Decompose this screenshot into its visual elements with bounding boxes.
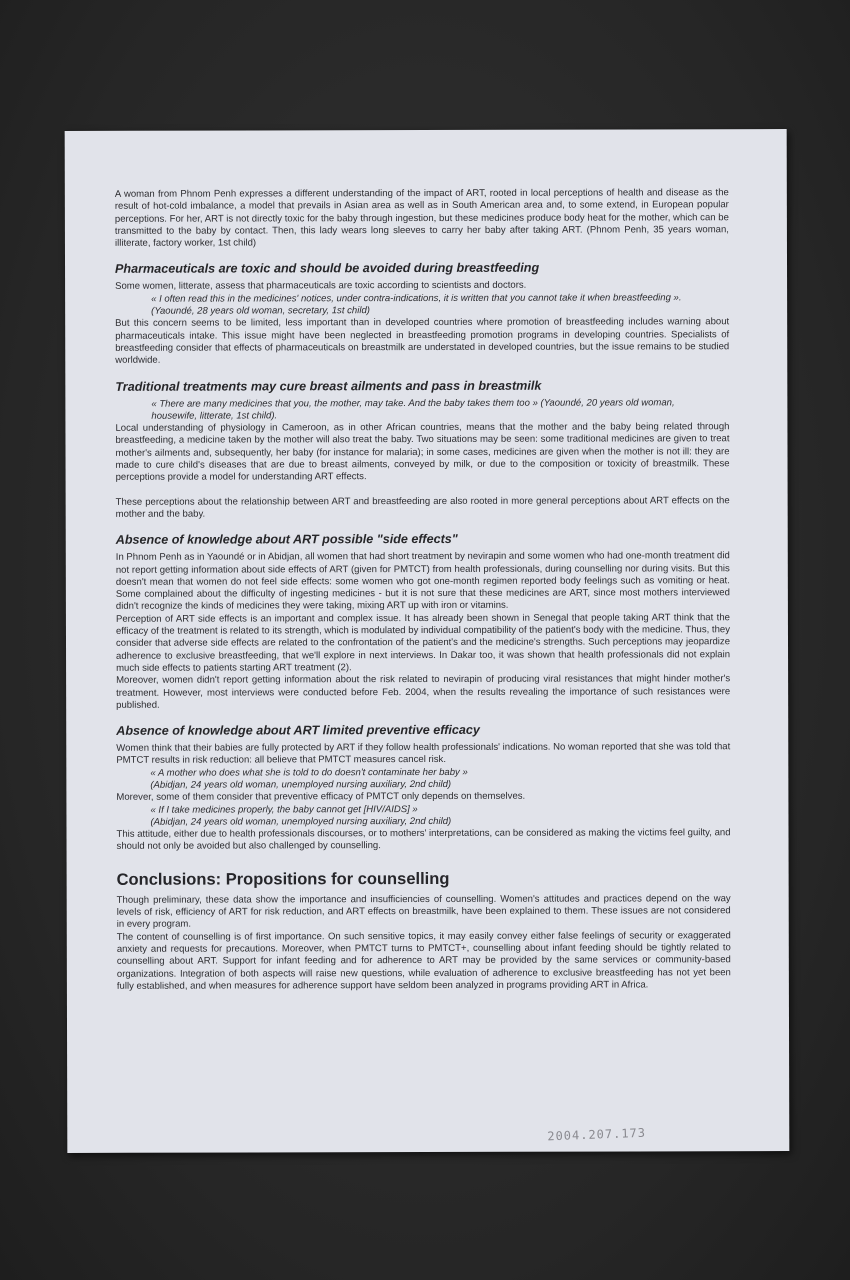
section-heading-side-effects: Absence of knowledge about ART possible "side effects" — [115, 532, 458, 548]
section-heading-traditional: Traditional treatments may cure breast ailments and pass in breastmilk — [115, 378, 542, 394]
document-body — [115, 187, 731, 993]
intro-paragraph: A woman from Phnom Penh expresses a different understanding of the impact of ART, rooted in local perceptions of health and disease as the result of hot-cold imbalance, a model that prevails in Asian area as well as in South American area and, to some extend, in European popular perceptions. For her, ART is not directly toxic for the baby through ingestion, but these medicines produce body heat for the mother, which can be transmitted to the baby by contact. Then, this lady wears long sleeves to carry her baby after taking ART. (Phnom Penh, 35 years woman, illiterate, factory worker, 1st child) — [114, 187, 729, 250]
paragraph: Though preliminary, these data show the importance and insufficiencies of counselling. Women's attitudes and practices depend on the way levels of risk, efficiency of ART for risk reduction, and ART effects on breastmilk, have been explained to them. These issues are not considered in every program. — [116, 892, 731, 931]
quote-source: (Abidjan, 24 years old woman, unemployed nursing auxiliary, 2nd child) — [150, 815, 452, 828]
paragraph: In Phnom Penh as in Yaoundé or in Abidjan, all women that had short treatment by nevirapin and some women who had one-month treatment did not report getting information about side effects of ART (given for PMTCT) from health professionals, during counselling nor during visits. But this doesn't mean that women do not feel side effects: some women who got one-month regimen reported body feelings such as vomiting or heat. Some complained about the difficulty of ingesting medicines - but it is not sure that these medicines are ART, since most mothers interviewed didn't recognize the kinds of medicines they were taking, mixing ART up with iron or vitamins. — [115, 550, 730, 613]
quote-source: (Abidjan, 24 years old woman, unemployed nursing auxiliary, 2nd child) — [150, 778, 452, 791]
paragraph: Women think that their babies are fully protected by ART if they follow health professionals' indications. No woman reported that she was told that PMTCT results in risk reduction: all believe that PMTCT measures cancel risk. — [116, 741, 731, 767]
conclusion-heading: Conclusions: Propositions for counselling — [116, 869, 450, 889]
section-heading-efficacy: Absence of knowledge about ART limited preventive efficacy — [116, 722, 480, 738]
paragraph: But this concern seems to be limited, less important than in developed countries where promotion of breastfeeding includes warning about pharmaceuticals intake. This issue might have been neglected in breastfeeding promotion programs in developing countries. Specialists of breastfeeding consider that effects of pharmaceuticals on breastmilk are understated in developed countries, but the issue remains to be studied worldwide. — [115, 316, 730, 367]
inventory-number: 2004.207.173 — [547, 1125, 647, 1144]
document-sheet — [65, 129, 790, 1153]
section-heading-pharmaceuticals: Pharmaceuticals are toxic and should be avoided during breastfeeding — [115, 261, 540, 277]
paragraph: Moreover, women didn't report getting information about the risk related to nevirapin of producing viral resistances that might hinder mother's treatment. However, most interviews were conducted before Feb. 2004, when the results revealing the importance of such resistances were published. — [116, 673, 731, 711]
paragraph: Local understanding of physiology in Cameroon, as in other African countries, means that the mother and the baby being related through breastfeeding, a medicine taken by the mother will also treat the baby. Two situations may be seen: some traditional medicines are given to treat mother's ailments and, subsequently, her baby (for instance for malaria); in some cases, medicines are given when the mother is not ill: they are made to cure child's diseases that are due to breast ailments, conveyed by milk, or due to the composition or toxicity of breastmilk. These perceptions provide a model for understanding ART effects. — [115, 421, 730, 484]
paragraph: These perceptions about the relationship between ART and breastfeeding are also rooted in more general perceptions about ART effects on the mother and the baby. — [115, 494, 730, 520]
quote: « A mother who does what she is told to do doesn't contaminate her baby » — [150, 766, 468, 779]
paragraph: This attitude, either due to health professionals discourses, or to mothers' interpretations, can be considered as making the victims feel guilty, and should not only be avoided but also challenged by counselling. — [116, 827, 731, 853]
quote: « If I take medicines properly, the baby cannot get [HIV/AIDS] » — [150, 803, 418, 816]
paragraph: Perception of ART side effects is an important and complex issue. It has already been shown in Senegal that people taking ART think that the efficacy of the treatment is related to its strength, which is modulated by individual compatibility of the patient's body with the medicine. Thus, they consider that adverse side effects are related to the confrontation of the patient's and the medicine's strengths. Such perceptions may jeopardize adherence to exclusive breastfeeding, that we'll explore in next interviews. In Dakar too, it was shown that health professionals did not explain much side effects to patients starting ART treatment (2). — [115, 611, 731, 674]
quote: « There are many medicines that you, the mother, may take. And the baby takes them too » (Yaoundé, 20 years old woman, housewife, litterate, 1st child). — [151, 396, 675, 422]
paragraph: The content of counselling is of first importance. On such sensitive topics, it may easily convey either false feelings of security or exaggerated anxiety and requests for precautions. Moreover, when PMTCT turns to PMTCT+, counselling about infant feeding should be tightly related to counselling about ART. Support for infant feeding and for adherence to ART may be provided by the same services or community-based organizations. Integration of both aspects will raise new questions, while evaluation of adherence to exclusive breastfeeding has not yet been fully established, and when measures for adherence support have seldom been analyzed in programs providing ART in Africa. — [116, 929, 731, 992]
paragraph: Some women, litterate, assess that pharmaceuticals are toxic according to scientists and doctors. — [115, 280, 527, 293]
quote: « I often read this in the medicines' notices, under contra-indications, it is written that you cannot take it when breastfeeding ». (Yaoundé, 28 years old woman, secretary, 1st child) — [151, 292, 682, 317]
paragraph: Morever, some of them consider that preventive efficacy of PMTCT only depends on themselves. — [116, 791, 526, 804]
